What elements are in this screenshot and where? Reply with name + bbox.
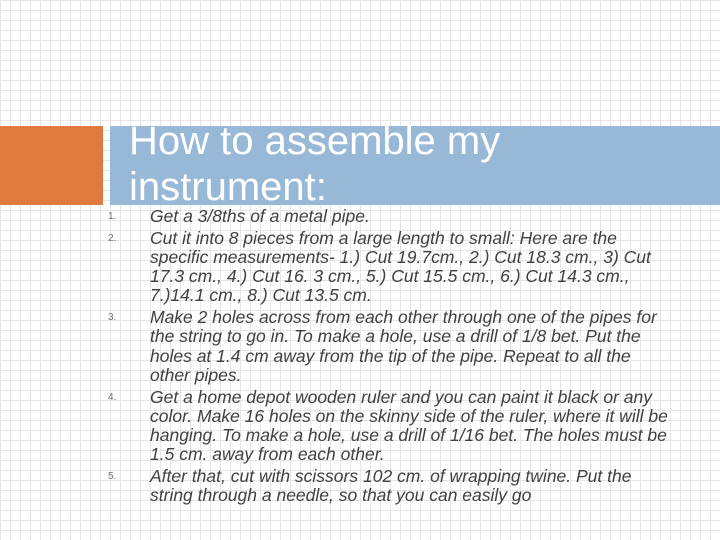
instruction-steps: [108, 206, 670, 508]
step-number: 2.: [108, 232, 117, 244]
step-number: 4.: [108, 391, 117, 403]
step-text: After that, cut with scissors 102 cm. of wrapping twine. Put the string through a needle, so that you can easily go: [150, 466, 632, 506]
step-number: 1.: [108, 211, 117, 222]
step-text: Make 2 holes across from each other through one of the pipes for the string to go in. To make a hole, use a drill of 1/8 bet. Put the holes at 1.4 cm away from the tip of the pipe. Repeat to all the other pipes.: [150, 307, 657, 385]
accent-block: [0, 126, 103, 205]
step-text: Cut it into 8 pieces from a large length to small: Here are the specific measurements- 1.) Cut 19.7cm., 2.) Cut 18.3 cm., 3) Cut 17.3 cm., 4.) Cut 16. 3 cm., 5.) Cut 15.5 cm., 6.) Cut 14.3 cm., 7.)14.1 cm., 8.) Cut 13.5 cm.: [150, 227, 651, 306]
step-text: Get a home depot wooden ruler and you can paint it black or any color. Make 16 holes on the skinny side of the ruler, where it will be hanging. To make a hole, use a drill of 1/16 bet. The holes must be 1.5 cm. away from each other.: [150, 386, 668, 465]
step-text: Get a 3/8ths of a metal pipe.: [150, 206, 370, 226]
step-number: 5.: [108, 471, 117, 483]
step-item: [108, 466, 670, 506]
step-item: [108, 227, 670, 306]
slide-title: How to assemble my instrument:: [129, 119, 501, 209]
step-item: [108, 206, 670, 226]
step-item: [108, 386, 670, 465]
step-number: 3.: [108, 312, 117, 324]
step-item: [108, 307, 670, 385]
